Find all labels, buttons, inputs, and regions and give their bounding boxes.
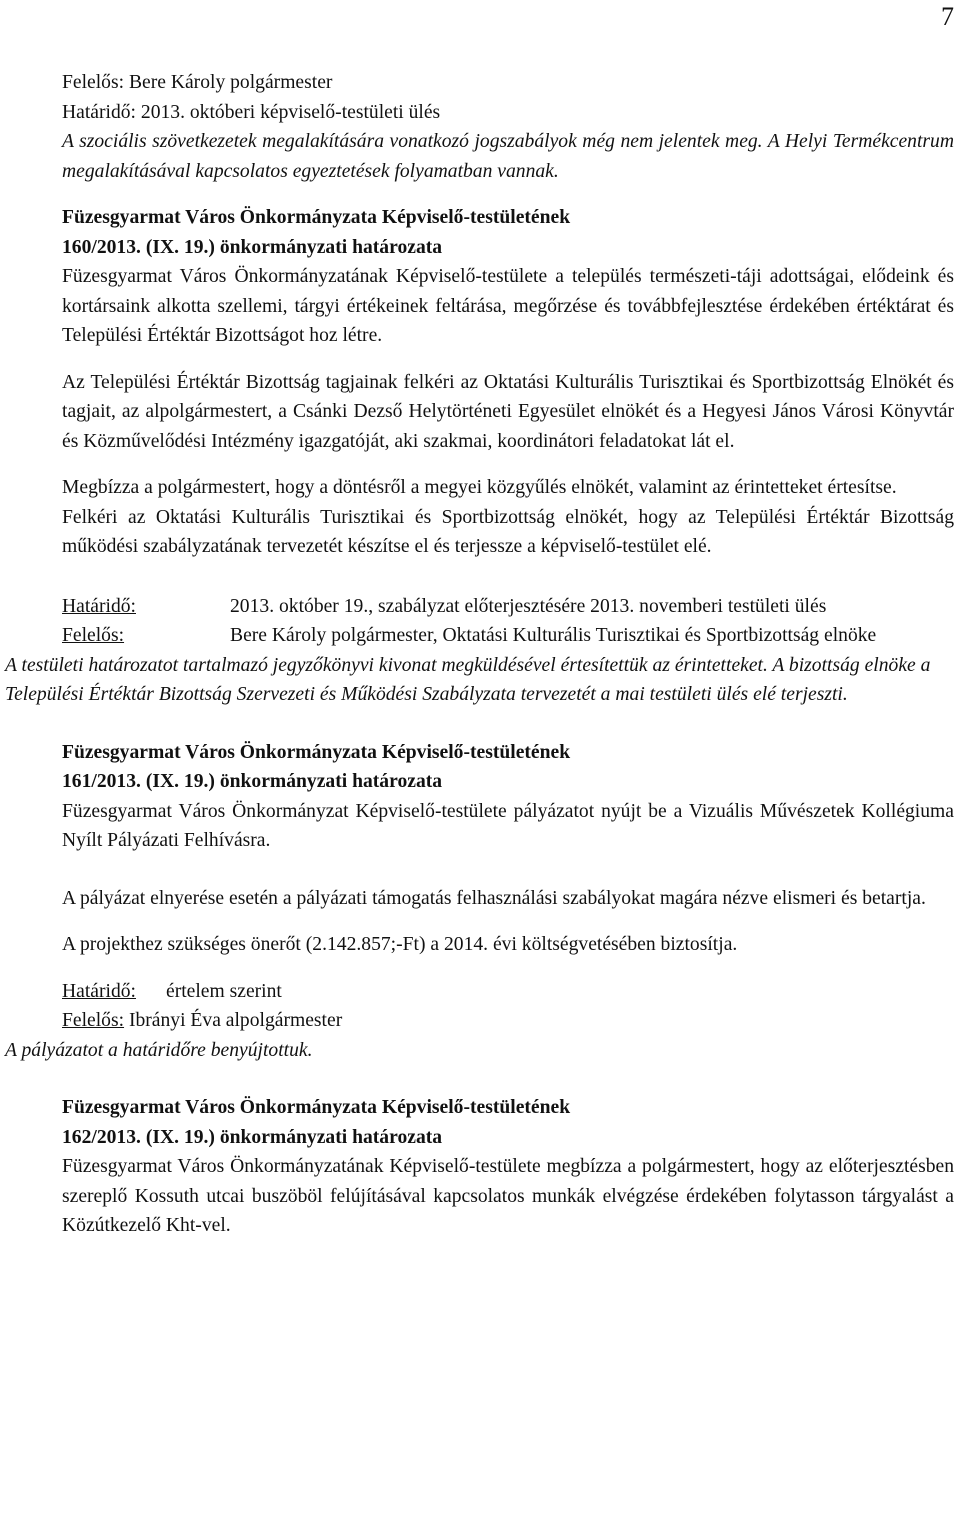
deadline-label: Határidő: — [62, 595, 136, 617]
resolution-160-responsible — [62, 621, 954, 651]
resolution-162-heading-1: Füzesgyarmat Város Önkormányzata Képviselő-testületének — [62, 1097, 571, 1118]
responsible-label: Felelős: — [62, 1010, 125, 1031]
resolution-162-paragraph-1: Füzesgyarmat Város Önkormányzatának Képviselő-testülete megbízza a polgármestert, hogy az előterjesztésben szereplő Kossuth utcai buszöböl felújításával kapcsolatos munkák elvégzése érdekében folytasson tárgyalást a Közútkezelő Kht-vel. — [62, 1156, 954, 1236]
resolution-160-heading-2: 160/2013. (IX. 19.) önkormányzati határozata — [62, 236, 443, 258]
resolution-161-deadline — [62, 977, 954, 1007]
resolution-161-paragraph-3: A projekthez szükséges önerőt (2.142.857;-Ft) a 2014. évi költségvetésében biztosítja. — [62, 934, 738, 955]
page-number: 7 — [941, 2, 954, 31]
responsible-value: Bere Károly polgármester, Oktatási Kulturális Turisztikai és Sportbizottság elnöke — [230, 625, 877, 646]
deadline-label: Határidő: — [62, 980, 136, 1002]
resolution-160-heading-1: Füzesgyarmat Város Önkormányzata Képviselő-testületének — [62, 207, 571, 228]
resolution-161-responsible — [62, 1006, 954, 1036]
resolution-160-report-italic: A testületi határozatot tartalmazó jegyzőkönyvi kivonat megküldésével értesítettük az érintetteket. A bizottság elnöke a Települési Értéktár Bizottság Szervezeti és Működési Szabályzata tervezetét a mai testületi ülés elé terjeszti. — [5, 654, 931, 705]
resolution-162-heading-2: 162/2013. (IX. 19.) önkormányzati határozata — [62, 1126, 443, 1148]
document-body — [5, 68, 954, 1241]
resolution-160-paragraph-2: Az Települési Értéktár Bizottság tagjainak felkéri az Oktatási Kulturális Turisztikai és Sportbizottság Elnökét és tagjait, az alpolgármestert, a Csánki Dezső Helytörténeti Egyesület elnökét és a Hegyesi János Városi Könyvtár és Közművelődési Intézmény igazgatóját, aki szakmai, koordinátori feladatokat lát el. — [62, 371, 954, 452]
responsible-value: Ibrányi Éva alpolgármester — [128, 1010, 343, 1031]
resolution-161-paragraph-2: A pályázat elnyerése esetén a pályázati támogatás felhasználási szabályokat magára nézve elismeri és betartja. — [62, 887, 926, 909]
resolution-160-deadline — [62, 592, 954, 622]
resolution-161-paragraph-1: Füzesgyarmat Város Önkormányzat Képviselő-testülete pályázatot nyújt be a Vizuális Művészetek Kollégiuma Nyílt Pályázati Felhívásra. — [62, 800, 954, 851]
responsible-label: Felelős: — [62, 625, 125, 646]
resolution-160-paragraph-3: Megbízza a polgármestert, hogy a döntésről a megyei közgyűlés elnökét, valamint az érintetteket értesítse. — [62, 477, 897, 498]
resolution-161-heading-1: Füzesgyarmat Város Önkormányzata Képviselő-testületének — [62, 741, 571, 763]
status-report-italic: A szociális szövetkezetek megalakítására vonatkozó jogszabályok még nem jelentek meg. A Helyi Termékcentrum megalakításával kapcsolatos egyeztetések folyamatban vannak. — [62, 131, 954, 182]
resolution-161-heading-2: 161/2013. (IX. 19.) önkormányzati határozata — [62, 771, 443, 792]
responsible-line: Felelős: Bere Károly polgármester — [62, 72, 333, 93]
deadline-line: Határidő: 2013. októberi képviselő-testületi ülés — [62, 101, 441, 123]
resolution-160-paragraph-4: Felkéri az Oktatási Kulturális Turisztikai és Sportbizottság elnökét, hogy az Települési Értéktár Bizottság működési szabályzatának tervezetét készítse el és terjessze a képviselő-testület elé. — [62, 506, 954, 557]
deadline-value: 2013. október 19., szabályzat előterjesztésére 2013. novemberi testületi ülés — [230, 595, 827, 617]
deadline-value: értelem szerint — [166, 980, 282, 1002]
resolution-160-paragraph-1: Füzesgyarmat Város Önkormányzatának Képviselő-testülete a település természeti-táji adottságai, elődeink és kortársaink alkotta szellemi, tárgyi értékeinek feltárása, megőrzése és továbbfejlesztése érdekében értéktárat és Települési Értéktár Bizottságot hoz létre. — [62, 266, 954, 346]
resolution-161-report-italic: A pályázatot a határidőre benyújtottuk. — [5, 1039, 313, 1061]
